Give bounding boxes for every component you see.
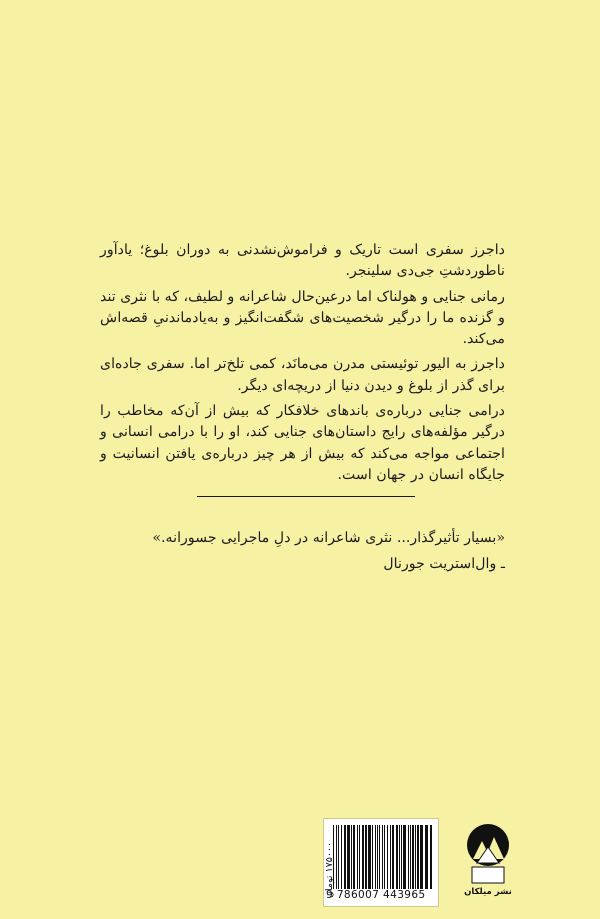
publisher-logo xyxy=(466,823,510,905)
price-strip xyxy=(322,818,338,905)
section-divider xyxy=(197,496,415,497)
blurb-paragraph: داجرز به الیور توئیستی مدرن می‌مانَد، کمی تلخ‌تر اما. سفری جاده‌ای برای گذر از بلوغ و دیدن دنیا از دریچه‌ای دیگر. xyxy=(100,356,505,394)
blurb-paragraph: داجرز سفری است تاریک و فراموش‌نشدنی به دوران بلوغ؛ یادآور ناطوردشتِ جی‌دی سلینجر. xyxy=(100,242,505,280)
price-label: ۱۷۵۰۰۰ تومان xyxy=(324,841,335,898)
back-cover-blurb xyxy=(100,240,505,490)
blurb-paragraph: درامی جنایی درباره‌ی باندهای خلافکار که بیش از آن‌که مخاطب را درگیر مؤلفه‌های رایج داستان‌های جنایی کند، او را با درامی انسانی و اجتماعی مواجه می‌کند که بیش از هر چیز درباره‌ی یافتن انسانیت و جایگاه انسان در جهان است. xyxy=(100,403,505,483)
barcode-number: 9 786007 443965 xyxy=(326,889,426,901)
barcode-bars-graphic xyxy=(331,825,435,889)
blurb-paragraph: رمانی جنایی و هولناک اما درعین‌حال شاعرانه و لطیف، که با نثری تند و گزنده ما را درگیر شخصیت‌های شگفت‌انگیز و به‌یادماندنیِ قصه‌اش می‌کند. xyxy=(100,288,505,348)
review-quote: «بسیار تأثیرگذار... نثری شاعرانه در دلِ ماجرایی جسورانه.» xyxy=(152,530,505,546)
mountains-logo-icon xyxy=(466,823,510,887)
review-source: ـ وال‌استریت جورنال xyxy=(383,556,505,572)
isbn-barcode xyxy=(323,818,439,907)
review-quote-block xyxy=(100,525,505,577)
publisher-name: نشر میلکان xyxy=(464,887,512,897)
